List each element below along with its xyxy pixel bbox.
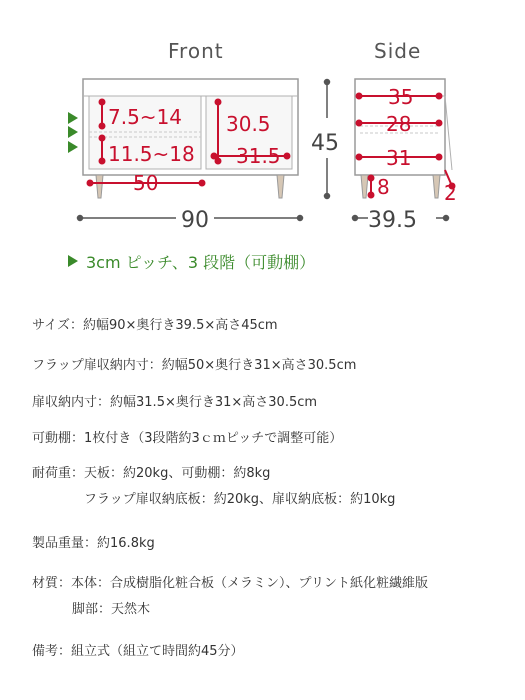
- side-heading: Side: [374, 39, 422, 63]
- side-mid-depth: 28: [386, 112, 412, 136]
- spec-value: 組立式（組立て時間約45分）: [71, 644, 244, 659]
- total-depth: 39.5: [368, 208, 417, 233]
- spec-value: 約幅31.5×奥行き31×高さ30.5cm: [110, 395, 318, 410]
- total-width: 90: [181, 208, 209, 233]
- shelf-level-arrow-icon: [68, 112, 78, 124]
- spec-row-size: [32, 314, 278, 333]
- shelf-level-arrow-icon: [68, 141, 78, 153]
- side-top-depth: 35: [388, 85, 414, 109]
- front-left-width: 50: [133, 171, 159, 195]
- side-leg-height: 8: [377, 175, 390, 199]
- spec-label: 可動棚：: [32, 431, 85, 446]
- spec-row-material-cont: [72, 598, 150, 617]
- spec-value: フラップ扉収納底板：約20kg、扉収納底板：約10kg: [84, 492, 396, 507]
- front-left-top-height: 7.5~14: [108, 105, 183, 129]
- play-arrow-icon: [68, 255, 78, 267]
- spec-label: 材質：: [32, 576, 72, 591]
- front-heading: Front: [168, 39, 224, 63]
- spec-label: 製品重量：: [32, 536, 98, 551]
- spec-value: 約16.8kg: [97, 536, 155, 551]
- spec-row-shelf: [32, 427, 342, 446]
- spec-row-flap-inner: [32, 354, 356, 373]
- spec-value: 天板：約20kg、可動棚：約8kg: [84, 466, 271, 481]
- front-right-width: 31.5: [236, 144, 281, 168]
- spec-row-load: [32, 462, 270, 481]
- spec-row-notes: [32, 640, 244, 659]
- spec-value: 約幅50×奥行き31×高さ30.5cm: [161, 358, 357, 373]
- side-bottom-depth: 31: [386, 146, 412, 170]
- total-height: 45: [311, 131, 339, 156]
- front-cabinet: [83, 79, 298, 198]
- spec-label: フラップ扉収納内寸：: [32, 358, 162, 373]
- shelf-level-arrows: [68, 112, 78, 153]
- spec-label: 耐荷重：: [32, 466, 85, 481]
- shelf-pitch-note: [68, 248, 315, 274]
- spec-row-material: [32, 572, 428, 591]
- spec-value: 約幅90×奥行き39.5×高さ45cm: [82, 318, 278, 333]
- spec-label: 備考：: [32, 644, 72, 659]
- spec-value: 脚部：天然木: [72, 602, 151, 617]
- spec-label: 扉収納内寸：: [32, 395, 111, 410]
- spec-value: 1枚付き（3段階約3ｃｍピッチで調整可能）: [84, 431, 343, 446]
- dimension-diagram: [0, 0, 525, 240]
- spec-label: サイズ：: [32, 318, 83, 333]
- shelf-level-arrow-icon: [68, 126, 78, 138]
- front-right-height: 30.5: [226, 112, 271, 136]
- front-left-bottom-height: 11.5~18: [108, 142, 195, 166]
- spec-row-weight: [32, 532, 155, 551]
- side-leg-offset: 2: [444, 181, 457, 205]
- spec-value: 本体：合成樹脂化粧合板（メラミン）、プリント紙化粧繊維版: [71, 576, 428, 591]
- spec-row-door-inner: [32, 391, 317, 410]
- spec-row-load-cont: [84, 488, 395, 507]
- pitch-note-text: 3cm ピッチ、3 段階（可動棚）: [86, 252, 316, 272]
